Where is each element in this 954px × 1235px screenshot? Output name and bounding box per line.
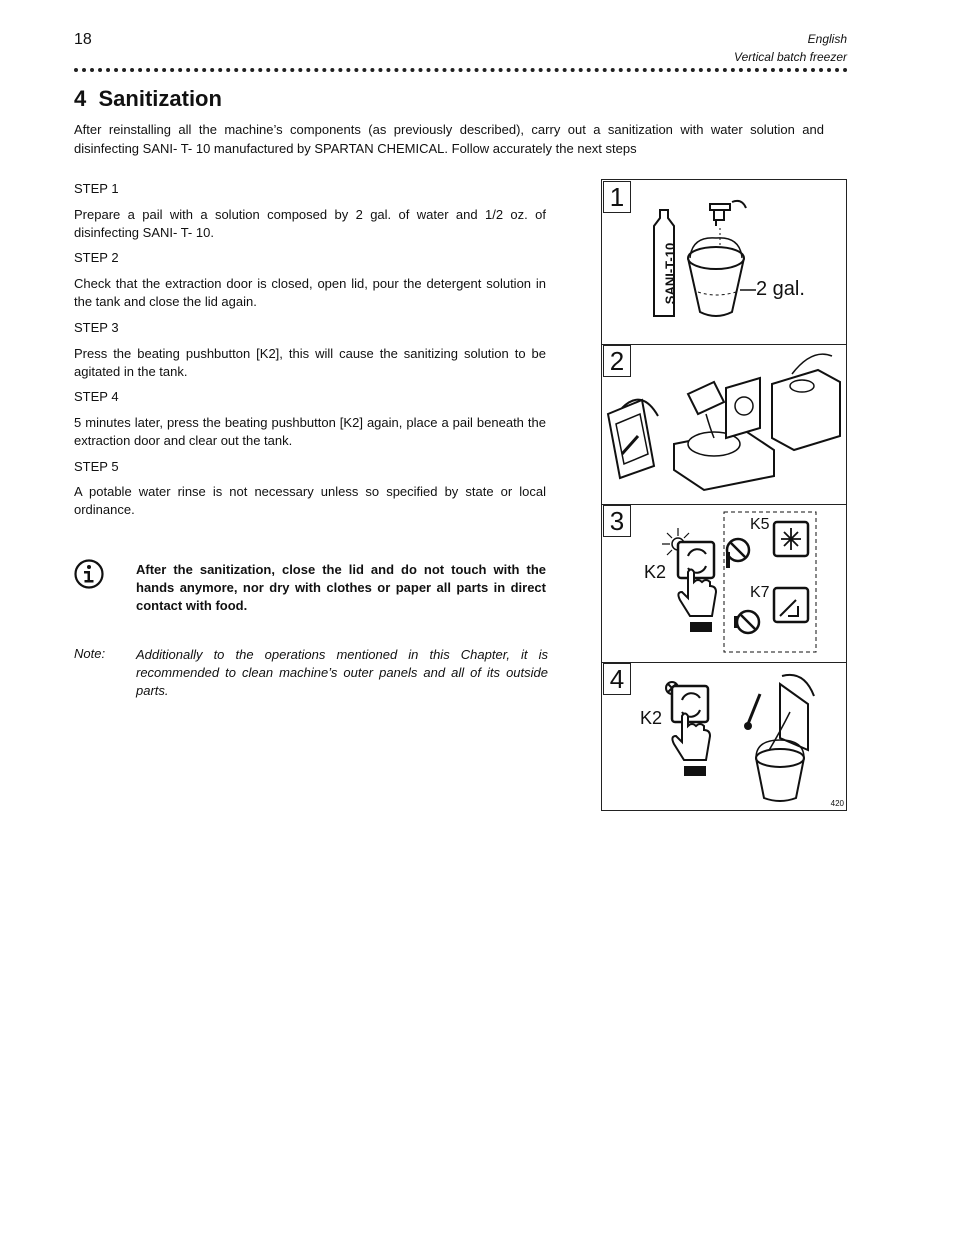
k5-button-label: K5 xyxy=(750,516,770,533)
panel-1-number: 1 xyxy=(603,181,631,213)
bottle-label: SANI-T-10 xyxy=(662,242,678,305)
k2-button-label: K2 xyxy=(644,562,667,582)
k2-button-label-step4: K2 xyxy=(640,708,663,728)
step-5-text: A potable water rinse is not necessary unless so specified by state or local ordinance. xyxy=(74,484,546,517)
illustration-panel-3 xyxy=(602,504,846,663)
press-k2-drawing xyxy=(602,504,846,662)
header-divider xyxy=(74,68,848,72)
chapter-name: Sanitization xyxy=(98,86,222,111)
drain-tank-drawing xyxy=(602,662,846,810)
chapter-number: 4 xyxy=(74,86,87,111)
intro-paragraph: After reinstalling all the machine’s components (as previously described), carry out a sanitization with water solution and disinfecting SANI- T- 10 manufactured by SPARTAN CHEMICAL. Follow accurately the next steps xyxy=(74,122,824,156)
note-text: Additionally to the operations mentioned in this Chapter, it is recommended to clean machine’s outer panels and all of its outside parts. xyxy=(136,647,548,698)
step-3-text: Press the beating pushbutton [K2], this will cause the sanitizing solution to be agitated in the tank. xyxy=(74,346,546,379)
step-1-label: STEP 1 xyxy=(74,181,119,196)
chapter-title xyxy=(74,86,222,112)
step-4-text: 5 minutes later, press the beating pushbutton [K2] again, place a pail beneath the extraction door and clear out the tank. xyxy=(74,415,546,448)
step-1-text: Prepare a pail with a solution composed by 2 gal. of water and 1/2 oz. of disinfecting SANI- T- 10. xyxy=(74,207,546,240)
info-icon xyxy=(74,559,104,589)
bottle-and-pail-drawing xyxy=(602,180,846,344)
panel-2-number: 2 xyxy=(603,345,631,377)
step-4-label: STEP 4 xyxy=(74,389,119,404)
info-warning-text: After the sanitization, close the lid and do not touch with the hands anymore, nor dry with clothes or paper all parts in direct contact with food. xyxy=(136,562,546,613)
step-5-label: STEP 5 xyxy=(74,459,119,474)
sanitization-illustration xyxy=(601,179,847,811)
panel-3-number: 3 xyxy=(603,505,631,537)
illustration-panel-4 xyxy=(602,662,846,810)
note-label: Note: xyxy=(74,646,106,661)
illustration-panel-1 xyxy=(602,180,846,345)
step-2-label: STEP 2 xyxy=(74,250,119,265)
panel-4-number: 4 xyxy=(603,663,631,695)
volume-label: 2 gal. xyxy=(756,278,805,300)
header-language: English xyxy=(807,32,847,46)
pouring-solution-drawing xyxy=(602,344,846,504)
figure-code: 420 xyxy=(830,799,844,808)
step-2-text: Check that the extraction door is closed, open lid, pour the detergent solution in the tank and close the lid again. xyxy=(74,276,546,309)
k7-button-label: K7 xyxy=(750,584,770,601)
step-3-label: STEP 3 xyxy=(74,320,119,335)
illustration-panel-2 xyxy=(602,344,846,505)
header-product: Vertical batch freezer xyxy=(734,50,847,64)
page-number: 18 xyxy=(74,31,92,48)
